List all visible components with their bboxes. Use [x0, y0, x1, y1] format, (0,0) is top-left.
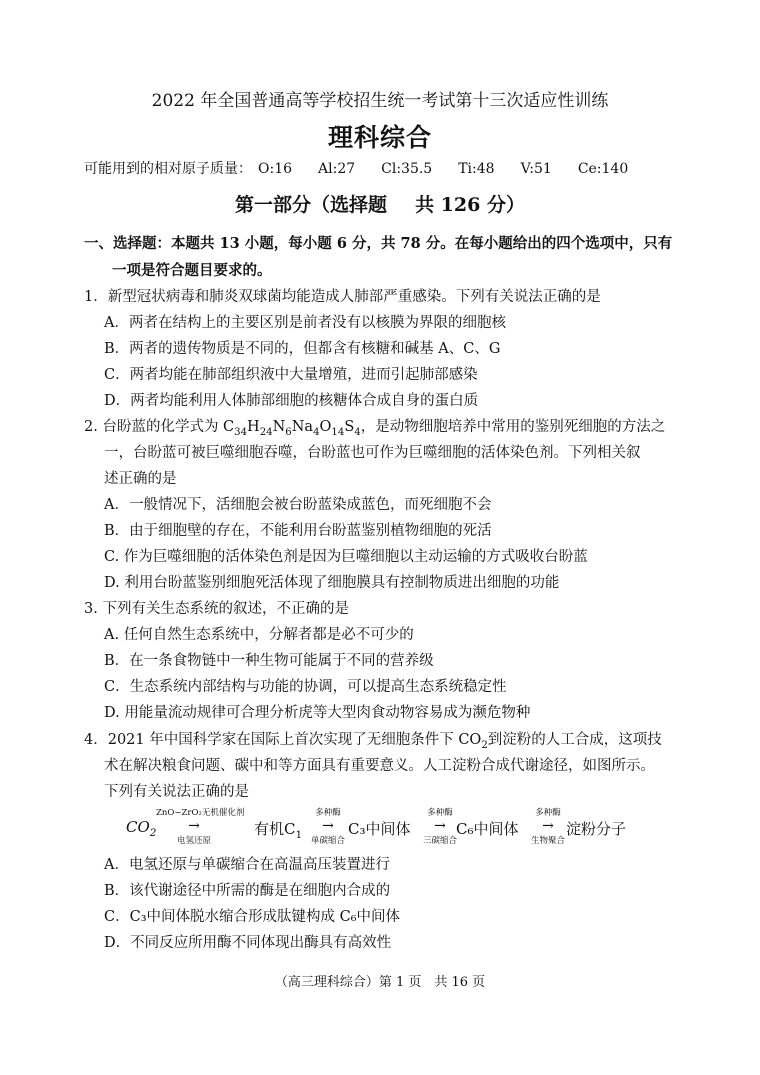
q2-option-b: B．由于细胞壁的存在，不能利用台盼蓝鉴别植物细胞的死活 — [104, 523, 492, 539]
q3-option-c: C．生态系统内部结构与功能的协调，可以提高生态系统稳定性 — [104, 679, 507, 695]
atomic-masses — [84, 158, 628, 178]
q1-option-a: A．两者在结构上的主要区别是前者没有以核膜为界限的细胞核 — [104, 315, 506, 331]
q3-stem: 3. 下列有关生态系统的叙述，不正确的是 — [84, 601, 349, 617]
q2-option-c: C. 作为巨噬细胞的活体染色剂是因为巨噬细胞以主动运输的方式吸收台盼蓝 — [104, 549, 588, 565]
arrow-4-enzyme: 多种酶 — [535, 808, 561, 818]
arrow-2-enzyme: 多种酶 — [315, 808, 341, 818]
q4-option-d: D．不同反应所用酶不同体现出酶具有高效性 — [104, 935, 392, 951]
arrow-1-glyph: → — [188, 818, 200, 834]
q1-option-c: C．两者均能在肺部组织液中大量增殖，进而引起肺部感染 — [104, 367, 478, 383]
page-footer: （高三理科综合）第 1 页 共 16 页 — [274, 975, 486, 990]
q4-option-a: A．电氢还原与单碳缩合在高温高压装置进行 — [104, 857, 390, 873]
arrow-1-process: 电氢还原 — [176, 836, 211, 846]
q4-option-c: C．C₃中间体脱水缩合形成肽键构成 C₆中间体 — [104, 909, 401, 925]
instruction-line-2: 一项是符合题目要求的。 — [112, 262, 272, 279]
pathway-arrow-2 — [302, 806, 354, 846]
q2-stem-line-2: 一，台盼蓝可被巨噬细胞吞噬，台盼蓝也可作为巨噬细胞的活体染色剂。下列相关叙 — [104, 445, 641, 461]
atomic-mass-ce: Ce:140 — [577, 161, 629, 177]
exam-title: 2022 年全国普通高等学校招生统一考试第十三次适应性训练 — [151, 91, 609, 111]
arrow-1-catalyst: ZnO−ZrO₂无机催化剂 — [156, 808, 245, 818]
arrow-2-glyph: → — [322, 818, 334, 834]
q1-option-d: D．两者均能利用人体肺部细胞的核糖体合成自身的蛋白质 — [104, 393, 479, 409]
arrow-3-enzyme: 多种酶 — [427, 808, 453, 818]
arrow-4-process: 生物聚合 — [530, 836, 565, 846]
q4-stem-line-3: 下列有关说法正确的是 — [104, 784, 249, 800]
atomic-mass-ti: Ti:48 — [458, 161, 495, 177]
section-part: 第一部分（选择题 — [235, 194, 388, 216]
starch-synthesis-pathway — [122, 806, 642, 850]
q2-option-a: A．一般情况下，活细胞会被台盼蓝染成蓝色，而死细胞不会 — [104, 497, 492, 513]
pathway-c1: 有机$C_1$ — [254, 820, 303, 841]
atomic-mass-al: Al:27 — [318, 161, 356, 177]
arrow-4-glyph: → — [542, 818, 554, 834]
section-heading — [0, 190, 760, 217]
q3-option-a: A. 任何自然生态系统中，分解者都是必不可少的 — [104, 627, 414, 643]
atomic-mass-v: V:51 — [520, 161, 552, 177]
pathway-c6: C₆中间体 — [456, 820, 519, 838]
q4-stem-line-1: 4．2021 年中国科学家在国际上首次实现了无细胞条件下 $CO_2$到淀粉的人工合成，这项技 — [84, 732, 662, 751]
pathway-co2: $CO_2$ — [126, 818, 157, 839]
instruction-line-1: 一、选择题：本题共 13 小题，每小题 6 分，共 78 分。在每小题给出的四个选项中，只有 — [84, 235, 673, 252]
q3-option-d: D. 用能量流动规律可合理分析虎等大型肉食动物容易成为濒危物种 — [104, 705, 531, 721]
arrow-3-process: 三碳缩合 — [422, 836, 457, 846]
q4-stem-line-2: 术在解决粮食问题、碳中和等方面具有重要意义。人工淀粉合成代谢途径，如图所示。 — [104, 758, 655, 774]
pathway-arrow-1 — [156, 806, 245, 846]
atomic-masses-label: 可能用到的相对原子质量： — [84, 161, 252, 177]
q2-option-d: D. 利用台盼蓝鉴别细胞死活体现了细胞膜具有控制物质进出细胞的功能 — [104, 575, 560, 591]
q2-stem-line-1: 2. 台盼蓝的化学式为 $C_{34}H_{24}N_6Na_4O_{14}S_4$，是动物细胞培养中常用的鉴别死细胞的方法之 — [84, 419, 666, 438]
atomic-mass-cl: Cl:35.5 — [381, 161, 433, 177]
pathway-starch: 淀粉分子 — [566, 820, 627, 838]
arrow-3-glyph: → — [434, 818, 446, 834]
q1-option-b: B．两者的遗传物质是不同的，但都含有核糖和碱基 A、C、G — [104, 341, 501, 357]
subject-title: 理科综合 — [327, 123, 432, 152]
arrow-2-process: 单碳缩合 — [310, 836, 345, 846]
q3-option-b: B．在一条食物链中一种生物可能属于不同的营养级 — [104, 653, 434, 669]
q4-option-b: B．该代谢途径中所需的酶是在细胞内合成的 — [104, 883, 391, 899]
q2-stem-line-3: 述正确的是 — [104, 471, 177, 487]
atomic-mass-o: O:16 — [258, 161, 293, 177]
q1-stem: 1．新型冠状病毒和肺炎双球菌均能造成人肺部严重感染。下列有关说法正确的是 — [84, 289, 601, 305]
section-score: 共 126 分） — [415, 194, 525, 216]
pathway-c3: C₃中间体 — [348, 820, 411, 838]
